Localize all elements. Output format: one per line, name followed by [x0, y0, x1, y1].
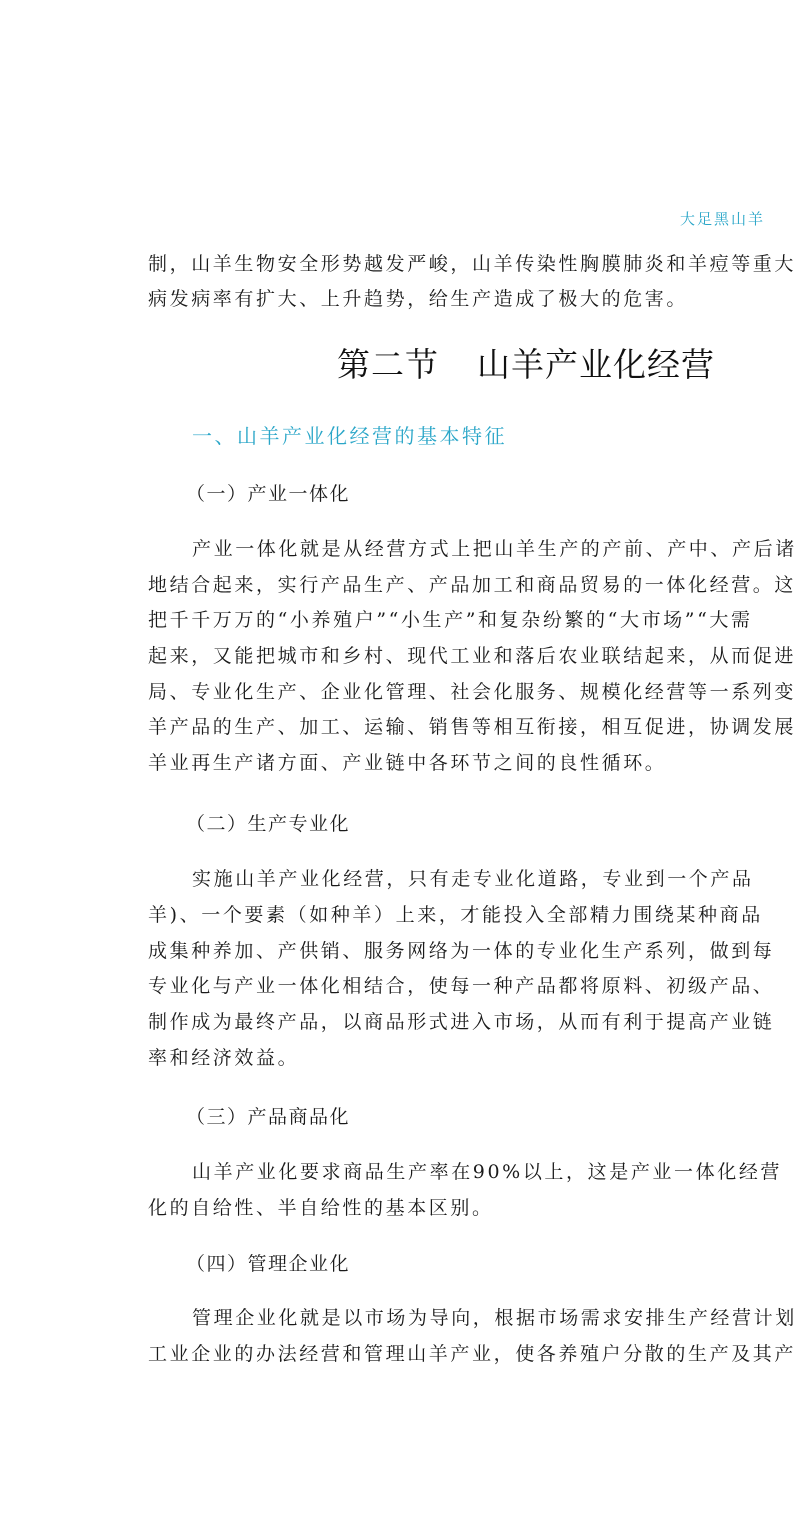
body-text-line: 山羊产业化要求商品生产率在90%以上，这是产业一体化经营 — [192, 1161, 783, 1183]
body-text-line: 管理企业化就是以市场为导向，根据市场需求安排生产经营计划 — [192, 1307, 797, 1329]
running-head: 大足黑山羊 — [680, 210, 766, 228]
body-text-line: 实施山羊产业化经营，只有走专业化道路，专业到一个产品 — [192, 868, 754, 890]
body-text-line: 把千千万万的“小养殖户”“小生产”和复杂纷繁的“大市场”“大需 — [148, 609, 753, 631]
body-text-line: 专业化与产业一体化相结合，使每一种产品都将原料、初级产品、 — [148, 975, 775, 997]
body-text-line: 率和经济效益。 — [148, 1047, 300, 1069]
subheading-3: （三）产品商品化 — [186, 1106, 351, 1128]
heading-level-1: 一、山羊产业化经营的基本特征 — [192, 424, 507, 448]
body-text-line: 病发病率有扩大、上升趋势，给生产造成了极大的危害。 — [148, 288, 689, 310]
body-text-line: 制作成为最终产品，以商品形式进入市场，从而有利于提高产业链 — [148, 1011, 775, 1033]
body-text-line: 起来，又能把城市和乡村、现代工业和落后农业联结起来，从而促进 — [148, 645, 797, 667]
subheading-1: （一）产业一体化 — [186, 483, 351, 505]
subheading-4: （四）管理企业化 — [186, 1253, 351, 1275]
body-text-line: 工业企业的办法经营和管理山羊产业，使各养殖户分散的生产及其产 — [148, 1343, 797, 1365]
body-text-line: 地结合起来，实行产品生产、产品加工和商品贸易的一体化经营。这 — [148, 574, 797, 596]
body-text-line: 羊业再生产诸方面、产业链中各环节之间的良性循环。 — [148, 752, 667, 774]
body-text-line: 产业一体化就是从经营方式上把山羊生产的产前、产中、产后诸 — [192, 538, 797, 560]
body-text-line: 化的自给性、半自给性的基本区别。 — [148, 1197, 494, 1219]
section-title — [337, 345, 715, 384]
body-text-line: 制，山羊生物安全形势越发严峻，山羊传染性胸膜肺炎和羊痘等重大 — [148, 253, 797, 275]
section-number: 第二节 — [337, 345, 439, 384]
body-text-line: 局、专业化生产、企业化管理、社会化服务、规模化经营等一系列变 — [148, 681, 797, 703]
body-text-line: 成集种养加、产供销、服务网络为一体的专业化生产系列，做到每 — [148, 940, 775, 962]
body-text-line: 羊产品的生产、加工、运输、销售等相互衔接，相互促进，协调发展 — [148, 716, 797, 738]
section-title-text: 山羊产业化经营 — [477, 345, 715, 384]
body-text-line: 羊)、一个要素（如种羊）上来，才能投入全部精力围绕某种商品 — [148, 904, 763, 926]
subheading-2: （二）生产专业化 — [186, 813, 351, 835]
